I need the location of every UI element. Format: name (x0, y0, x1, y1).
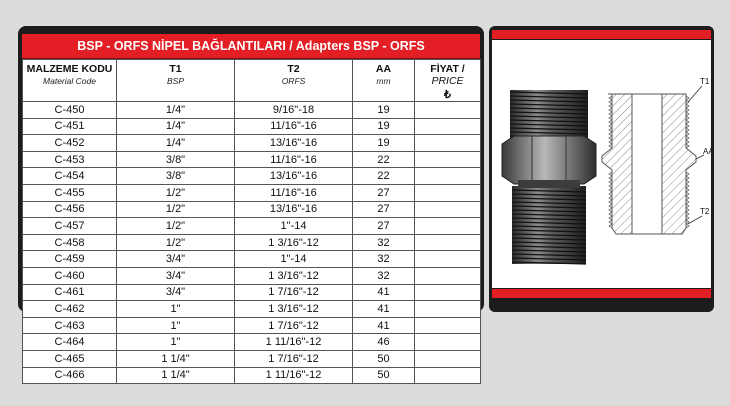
cell-price (415, 151, 481, 168)
table-row (23, 102, 481, 119)
table-row (23, 367, 481, 384)
cell-t1: 1" (117, 301, 235, 318)
table-row (23, 118, 481, 135)
cell-code: C-452 (23, 135, 117, 152)
cell-t2: 11/16"-16 (235, 184, 353, 201)
header-code-label: MALZEME KODU (26, 63, 113, 75)
cell-code: C-463 (23, 317, 117, 334)
cell-price (415, 267, 481, 284)
adapter-svg (492, 40, 714, 288)
label-t2: T2 (700, 207, 710, 216)
cell-aa: 41 (353, 301, 415, 318)
cell-aa: 50 (353, 350, 415, 367)
drawing-top-accent (492, 30, 711, 39)
cell-aa: 41 (353, 317, 415, 334)
cell-aa: 41 (353, 284, 415, 301)
cell-code: C-466 (23, 367, 117, 384)
cell-code: C-462 (23, 301, 117, 318)
cell-price (415, 234, 481, 251)
cell-code: C-451 (23, 118, 117, 135)
cell-price (415, 334, 481, 351)
cell-price (415, 284, 481, 301)
cell-price (415, 317, 481, 334)
cell-aa: 19 (353, 118, 415, 135)
cell-aa: 22 (353, 151, 415, 168)
product-drawing (492, 40, 714, 288)
cell-price (415, 350, 481, 367)
header-price-slash: / (458, 63, 465, 75)
table-row (23, 251, 481, 268)
cell-t2: 1 7/16"-12 (235, 284, 353, 301)
cell-t2: 1"-14 (235, 251, 353, 268)
cell-t2: 1 7/16"-12 (235, 317, 353, 334)
cell-price (415, 201, 481, 218)
cell-aa: 46 (353, 334, 415, 351)
cell-t2: 1 3/16"-12 (235, 267, 353, 284)
table-row (23, 234, 481, 251)
cell-aa: 19 (353, 102, 415, 119)
table-row (23, 184, 481, 201)
cell-t1: 3/4" (117, 284, 235, 301)
header-t1-sublabel: BSP (166, 76, 184, 86)
cell-t2: 11/16"-16 (235, 151, 353, 168)
table-title: BSP - ORFS NİPEL BAĞLANTILARI / Adapters BSP - ORFS (22, 34, 480, 59)
header-t1 (117, 60, 235, 102)
adapter-photo-icon (502, 90, 596, 264)
cell-price (415, 168, 481, 185)
cell-price (415, 135, 481, 152)
cell-code: C-465 (23, 350, 117, 367)
cell-t2: 13/16"-16 (235, 201, 353, 218)
cross-section-icon (602, 94, 696, 234)
header-code-sublabel: Material Code (43, 76, 96, 86)
table-row (23, 218, 481, 235)
header-t2-sublabel: ORFS (281, 76, 306, 86)
cell-t2: 13/16"-16 (235, 135, 353, 152)
cell-aa: 27 (353, 184, 415, 201)
cell-aa: 32 (353, 251, 415, 268)
cell-code: C-460 (23, 267, 117, 284)
header-t1-label: T1 (169, 63, 182, 75)
drawing-bottom-accent (492, 289, 711, 298)
cell-aa: 32 (353, 234, 415, 251)
cell-price (415, 301, 481, 318)
currency-icon: ₺ (444, 89, 451, 101)
cell-t1: 1/2" (117, 218, 235, 235)
table-row (23, 168, 481, 185)
cell-t1: 3/4" (117, 251, 235, 268)
header-price-italic: PRICE (431, 75, 464, 87)
cell-code: C-456 (23, 201, 117, 218)
cell-t1: 1 1/4" (117, 350, 235, 367)
label-aa: AA (703, 147, 714, 156)
cell-price (415, 218, 481, 235)
cell-t2: 1 7/16"-12 (235, 350, 353, 367)
cell-t2: 1 11/16"-12 (235, 367, 353, 384)
table-row (23, 350, 481, 367)
cell-t1: 1 1/4" (117, 367, 235, 384)
cell-aa: 32 (353, 267, 415, 284)
cell-price (415, 251, 481, 268)
header-t2 (235, 60, 353, 102)
cell-code: C-464 (23, 334, 117, 351)
cell-t2: 11/16"-16 (235, 118, 353, 135)
cell-aa: 27 (353, 218, 415, 235)
table-row (23, 334, 481, 351)
table-row (23, 267, 481, 284)
cell-t1: 3/8" (117, 151, 235, 168)
cell-t1: 1/4" (117, 135, 235, 152)
table-header-row (23, 60, 481, 102)
cell-aa: 19 (353, 135, 415, 152)
header-price-line (415, 63, 480, 87)
cell-t1: 1/2" (117, 201, 235, 218)
cell-code: C-453 (23, 151, 117, 168)
header-aa (353, 60, 415, 102)
cell-code: C-459 (23, 251, 117, 268)
cell-t2: 1 3/16"-12 (235, 234, 353, 251)
cell-t1: 3/8" (117, 168, 235, 185)
cell-t1: 1/2" (117, 234, 235, 251)
cell-aa: 22 (353, 168, 415, 185)
cell-code: C-458 (23, 234, 117, 251)
table-row (23, 201, 481, 218)
table-row (23, 151, 481, 168)
cell-t2: 1"-14 (235, 218, 353, 235)
header-price (415, 60, 481, 102)
cell-t2: 9/16"-18 (235, 102, 353, 119)
label-t1: T1 (700, 77, 710, 86)
cell-price (415, 367, 481, 384)
header-aa-label: AA (375, 63, 392, 75)
cell-t1: 1" (117, 317, 235, 334)
cell-t2: 13/16"-16 (235, 168, 353, 185)
table-row (23, 301, 481, 318)
header-t2-label: T2 (287, 63, 300, 75)
header-price-label: FİYAT (430, 63, 459, 75)
header-code (23, 60, 117, 102)
cell-code: C-457 (23, 218, 117, 235)
cell-t1: 1/2" (117, 184, 235, 201)
cell-code: C-461 (23, 284, 117, 301)
cell-price (415, 118, 481, 135)
cell-price (415, 184, 481, 201)
cell-code: C-454 (23, 168, 117, 185)
cell-t1: 1" (117, 334, 235, 351)
table-row (23, 317, 481, 334)
cell-price (415, 102, 481, 119)
cell-t2: 1 3/16"-12 (235, 301, 353, 318)
header-aa-sublabel: mm (376, 76, 391, 86)
cell-code: C-450 (23, 102, 117, 119)
table-row (23, 284, 481, 301)
cell-aa: 27 (353, 201, 415, 218)
table-row (23, 135, 481, 152)
cell-aa: 50 (353, 367, 415, 384)
cell-t2: 1 11/16"-12 (235, 334, 353, 351)
cell-t1: 1/4" (117, 102, 235, 119)
spec-table (22, 59, 481, 384)
cell-code: C-455 (23, 184, 117, 201)
cell-t1: 1/4" (117, 118, 235, 135)
cell-t1: 3/4" (117, 267, 235, 284)
